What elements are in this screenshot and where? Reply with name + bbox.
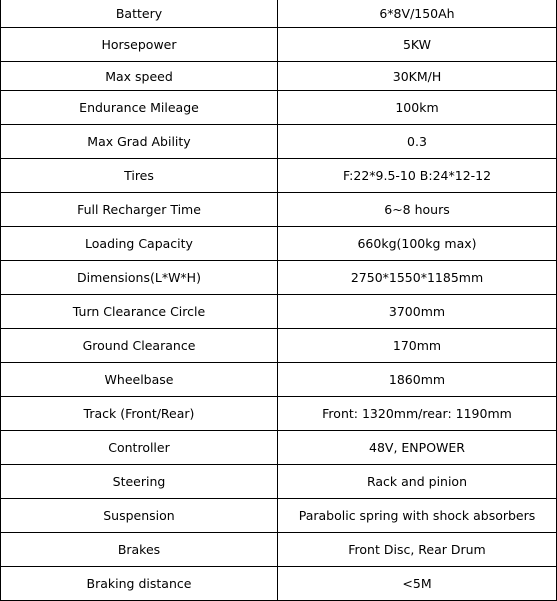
spec-label: Horsepower [1,28,278,62]
spec-row [1,329,557,363]
spec-row [1,0,557,28]
spec-value: 3700mm [278,295,557,329]
spec-label: Max speed [1,62,278,91]
spec-label: Ground Clearance [1,329,278,363]
spec-value: 0.3 [278,125,557,159]
spec-value: 100km [278,91,557,125]
spec-row [1,567,557,601]
spec-row [1,28,557,62]
spec-value: 660kg(100kg max) [278,227,557,261]
spec-label: Braking distance [1,567,278,601]
spec-value: Rack and pinion [278,465,557,499]
spec-row [1,465,557,499]
spec-row [1,91,557,125]
spec-label: Brakes [1,533,278,567]
spec-value: 170mm [278,329,557,363]
spec-label: Max Grad Ability [1,125,278,159]
spec-label: Steering [1,465,278,499]
spec-row [1,193,557,227]
spec-row [1,533,557,567]
spec-row [1,431,557,465]
spec-row [1,227,557,261]
spec-row [1,363,557,397]
spec-row [1,397,557,431]
spec-value: Front: 1320mm/rear: 1190mm [278,397,557,431]
spec-label: Wheelbase [1,363,278,397]
spec-value: 2750*1550*1185mm [278,261,557,295]
spec-value: 48V, ENPOWER [278,431,557,465]
spec-value: Front Disc, Rear Drum [278,533,557,567]
spec-value: 5KW [278,28,557,62]
spec-value: Parabolic spring with shock absorbers [278,499,557,533]
spec-label: Turn Clearance Circle [1,295,278,329]
spec-value: 6*8V/150Ah [278,0,557,28]
spec-row [1,125,557,159]
spec-row [1,499,557,533]
spec-row [1,159,557,193]
spec-row [1,295,557,329]
spec-label: Endurance Mileage [1,91,278,125]
spec-value: 30KM/H [278,62,557,91]
spec-label: Loading Capacity [1,227,278,261]
spec-label: Track (Front/Rear) [1,397,278,431]
spec-value: 1860mm [278,363,557,397]
spec-label: Tires [1,159,278,193]
spec-label: Battery [1,0,278,28]
spec-value: <5M [278,567,557,601]
spec-label: Controller [1,431,278,465]
spec-label: Dimensions(L*W*H) [1,261,278,295]
spec-value: F:22*9.5-10 B:24*12-12 [278,159,557,193]
spec-table-body [1,0,557,601]
spec-value: 6~8 hours [278,193,557,227]
spec-row [1,261,557,295]
spec-row [1,62,557,91]
spec-label: Full Recharger Time [1,193,278,227]
spec-label: Suspension [1,499,278,533]
